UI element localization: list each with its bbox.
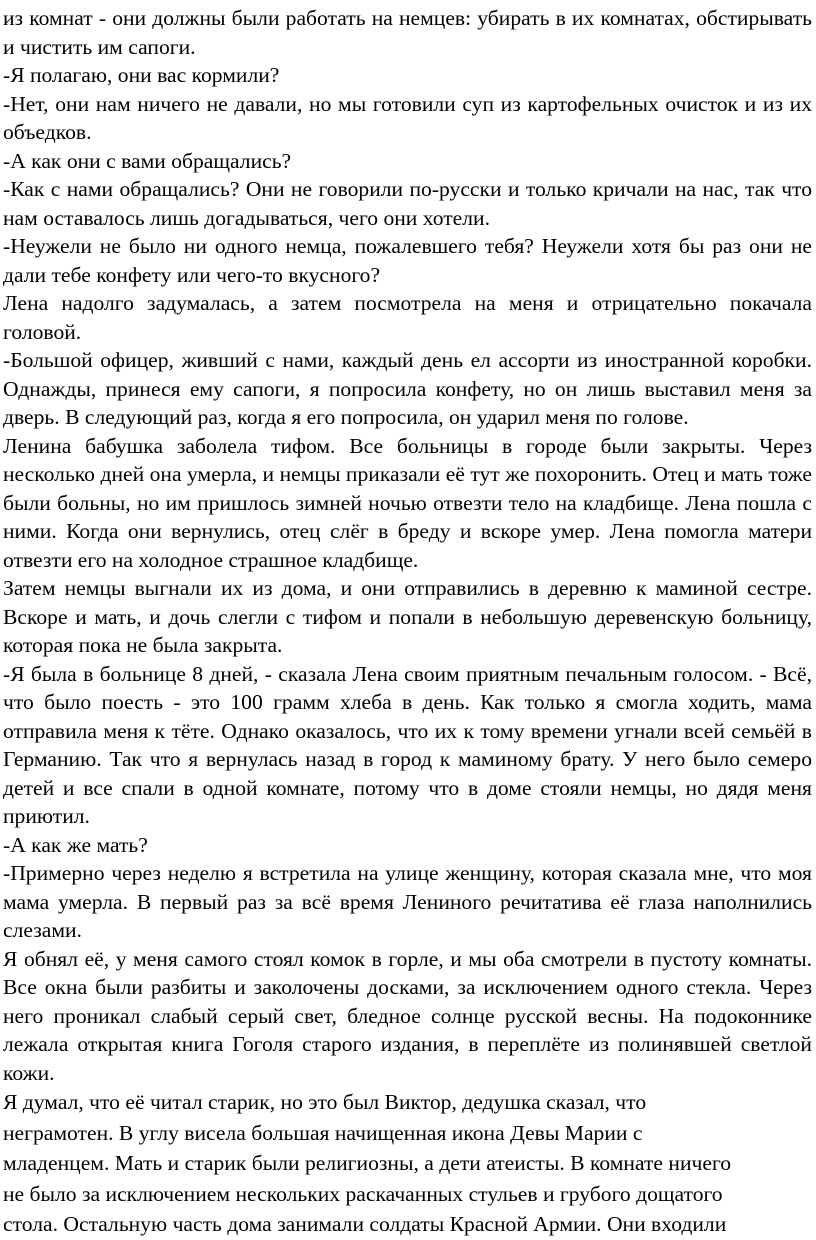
paragraph: -Я полагаю, они вас кормили?: [3, 63, 280, 87]
paragraph: -Как с нами обращались? Они не говорили по-русски и только кричали на нас, так что нам оставалось лишь догадываться, чего они хотели.: [3, 177, 812, 230]
paragraph: -Примерно через неделю я встретила на улице женщину, которая сказала мне, что моя мама умерла. В первый раз за всё время Лениного речитатива её глаза наполнились слезами.: [3, 861, 812, 942]
text-line: младенцем. Мать и старик были религиозны, а дети атеисты. В комнате ничего: [3, 1151, 732, 1175]
paragraph: Ленина бабушка заболела тифом. Все больницы в городе были закрыты. Через несколько дней она умерла, и немцы приказали её тут же похоронить. Отец и мать тоже были больны, но им пришлось зимней ночью отвезти тело на кладбище. Лена пошла с ними. Когда они вернулись, отец слёг в бреду и вскоре умер. Лена помогла матери отвезти его на холодное страшное кладбище.: [3, 433, 812, 572]
paragraph: -Нет, они нам ничего не давали, но мы готовили суп из картофельных очисток и из их объедков.: [3, 91, 812, 144]
paragraph: из комнат - они должны были работать на немцев: убирать в их комнатах, обстирывать и чистить им сапоги.: [3, 6, 812, 59]
paragraph: -А как они с вами обращались?: [3, 148, 292, 173]
paragraph: Лена надолго задумалась, а затем посмотрела на меня и отрицательно покачала головой.: [3, 291, 812, 344]
paragraph: -А как же мать?: [3, 832, 148, 857]
paragraph: -Я была в больнице 8 дней, - сказала Лена своим приятным печальным голосом. - Всё, что было поесть - это 100 грамм хлеба в день. Как только я смогла ходить, мама отправила меня к тёте. Однако оказалось, что их к тому времени угнали всей семьёй в Германию. Так что я вернулась назад в город к маминому брату. У него было семеро детей и все спали в одной комнате, потому что в доме стояли немцы, но дядя меня приютил.: [3, 661, 812, 828]
paragraph: Затем немцы выгнали их из дома, и они отправились в деревню к маминой сестре. Вскоре и мать, и дочь слегли с тифом и попали в небольшую деревенскую больницу, которая пока не была закрыта.: [3, 576, 812, 657]
paragraph: -Большой офицер, живший с нами, каждый день ел ассорти из иностранной коробки. Однажды, принеся ему сапоги, я попросила конфету, но он лишь выставил меня за дверь. В следующий раз, когда я его попросила, он ударил меня по голове.: [3, 348, 812, 429]
closing-paragraph: [3, 1087, 812, 1240]
paragraph: Я обнял её, у меня самого стоял комок в горле, и мы оба смотрели в пустоту комнаты. Все окна были разбиты и заколочены досками, за исключением одного стекла. Через него проникал слабый серый свет, бледное солнце русской весны. На подоконнике лежала открытая книга Гоголя старого издания, в переплёте из полинявшей светлой кожи.: [3, 946, 812, 1085]
text-line: Я думал, что её читал старик, но это был Виктор, дедушка сказал, что: [3, 1090, 647, 1114]
text-line: стола. Остальную часть дома занимали солдаты Красной Армии. Они входили: [3, 1212, 727, 1236]
text-line: неграмотен. В углу висела большая начищенная икона Девы Марии с: [3, 1120, 643, 1145]
text-line: не было за исключением нескольких раскачанных стульев и грубого дощатого: [3, 1181, 723, 1206]
paragraph: -Неужели не было ни одного немца, пожалевшего тебя? Неужели хотя бы раз они не дали тебе конфету или чего-то вкусного?: [3, 234, 812, 287]
